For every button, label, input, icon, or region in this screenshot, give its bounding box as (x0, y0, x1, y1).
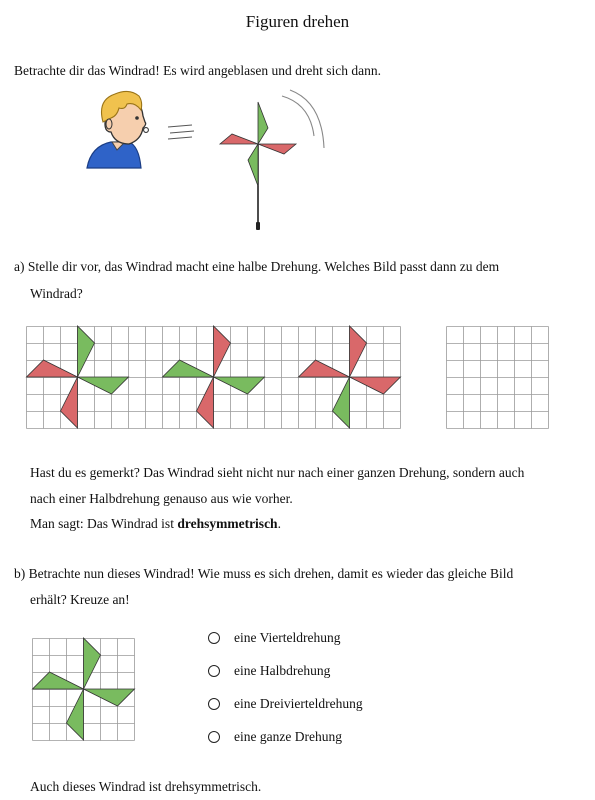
task-b-line1: b) Betrachte nun dieses Windrad! Wie muss es sich drehen, damit es wieder das gleiche Bild (14, 566, 514, 581)
pinwheel-illustration (214, 88, 334, 234)
info-line3-prefix: Man sagt: Das Windrad ist (30, 516, 178, 531)
page-title: Figuren drehen (245, 12, 350, 31)
option-label-2: eine Halbdrehung (234, 663, 331, 678)
option-a2-blade-bottom (197, 377, 214, 428)
task-a-line1: a) Stelle dir vor, das Windrad macht eine halbe Drehung. Welches Bild passt dann zu dem (14, 259, 500, 274)
option-a3-blade-right (350, 377, 401, 394)
boy-illustration (85, 88, 155, 170)
pinwheel-b-blade-right (84, 689, 135, 706)
info-line1: Hast du es gemerkt? Das Windrad sieht nicht nur nach einer ganzen Drehung, sondern auch (30, 465, 525, 480)
option-a3-blade-left (299, 360, 350, 377)
empty-grid-lines (447, 327, 549, 429)
option-radio-2[interactable] (208, 665, 220, 677)
term-drehsymmetrisch: drehsymmetrisch (177, 516, 278, 531)
info-line3-suffix: . (277, 516, 281, 531)
task-b-line2: erhält? Kreuze an! (30, 592, 130, 607)
option-a1-blade-right (78, 377, 129, 394)
empty-grid[interactable] (446, 326, 549, 429)
answer-grids-row (26, 326, 400, 429)
option-radio-4[interactable] (208, 731, 220, 743)
pinwheel-b-blade-left (33, 672, 84, 689)
option-radio-3[interactable] (208, 698, 220, 710)
task-a-line2: Windrad? (30, 286, 83, 301)
option-a1-blade-bottom (61, 377, 78, 428)
option-label-3: eine Dreivierteldrehung (234, 696, 363, 711)
option-radio-1[interactable] (208, 632, 220, 644)
closing-text: Auch dieses Windrad ist drehsymmetrisch. (30, 779, 262, 794)
option-a3-blade-top (350, 326, 367, 377)
pinwheel-b-blade-bottom (67, 689, 84, 740)
option-label-4: eine ganze Drehung (234, 729, 342, 744)
option-label-1: eine Vierteldrehung (234, 630, 341, 645)
pinwheel-grid-b (32, 638, 135, 741)
option-a2-blade-top (214, 326, 231, 377)
pinwheel-b-blade-top (84, 638, 101, 689)
option-a1-blade-top (78, 326, 95, 377)
info-line3 (30, 515, 281, 533)
option-a3-blade-bottom (333, 377, 350, 428)
option-a1-blade-left (27, 360, 78, 377)
intro-text: Betrachte dir das Windrad! Es wird angeblasen und dreht sich dann. (14, 63, 381, 78)
option-a2-blade-left (163, 360, 214, 377)
option-a2-blade-right (214, 377, 265, 394)
info-line2: nach einer Halbdrehung genauso aus wie vorher. (30, 491, 293, 506)
wind-lines (168, 124, 196, 144)
